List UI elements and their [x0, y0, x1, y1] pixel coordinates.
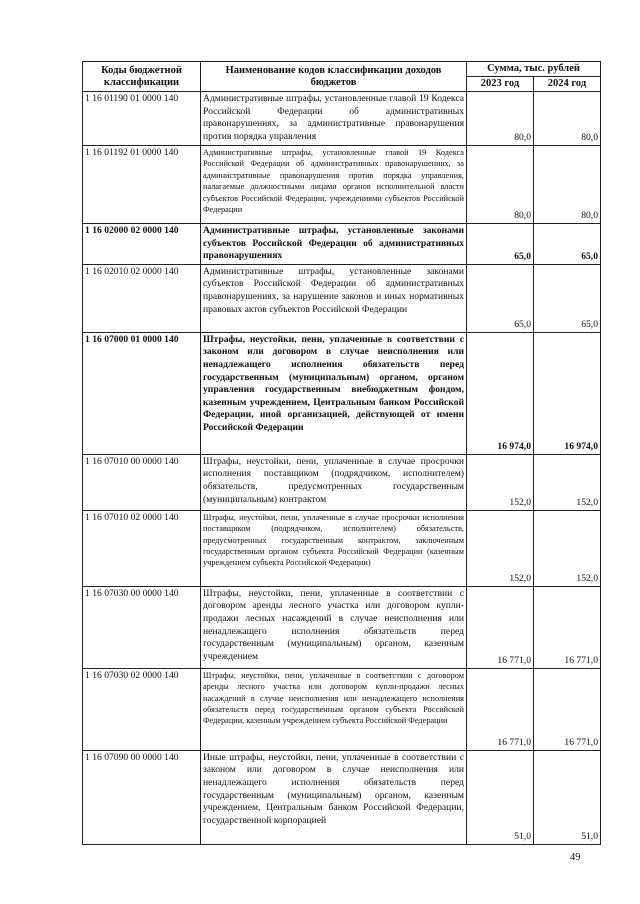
row-code: 1 16 02000 02 0000 140 — [83, 224, 201, 265]
row-code: 1 16 02010 02 0000 140 — [83, 264, 201, 332]
row-2024: 51,0 — [534, 750, 601, 844]
row-2024: 65,0 — [534, 224, 601, 265]
row-name: Штрафы, неустойки, пени, уплаченные в соответствии с договором аренды лесного участка или договором купли-продажи лесных насаждений в случае неисполнения или ненадлежащего исполнения обязательств перед государственным органом субъекта Российской Федерации, казенным учреждением субъекта Российской Федерации — [201, 668, 467, 750]
row-code: 1 16 07030 02 0000 140 — [83, 668, 201, 750]
row-2023: 80,0 — [467, 92, 534, 146]
row-2023: 152,0 — [467, 454, 534, 510]
header-year-2024: 2024 год — [534, 77, 601, 92]
row-name: Штрафы, неустойки, пени, уплаченные в случае просрочки исполнения поставщиком (подрядчиком, исполнителем) обязательств, предусмотренных государственным контрактом, заключенным государственным органом субъекта Российской Федерации (казенным учреждением субъекта Российской Федерации) — [201, 510, 467, 586]
row-name: Административные штрафы, установленные главой 19 Кодекса Российской Федерации об административных правонарушениях, за административные правонарушения против порядка управления, налагаемые должностными лицами органов исполнительной власти субъектов Российской Федерации, учреждениями субъектов Российской Федерации — [201, 146, 467, 224]
row-name: Иные штрафы, неустойки, пени, уплаченные в соответствии с законом или договором в случае неисполнения или ненадлежащего исполнения обязательств перед государственным (муниципальным) органом, казенным учреждением, Центральным банком Российской Федерации, государственной корпорацией — [201, 750, 467, 844]
row-code: 1 16 01190 01 0000 140 — [83, 92, 201, 146]
header-codes: Коды бюджетной классификации — [83, 62, 201, 92]
row-2024: 16 974,0 — [534, 332, 601, 454]
row-2024: 152,0 — [534, 454, 601, 510]
row-2023: 80,0 — [467, 146, 534, 224]
row-code: 1 16 07030 00 0000 140 — [83, 586, 201, 668]
table-row — [83, 668, 601, 750]
table-row — [83, 92, 601, 146]
table-row — [83, 146, 601, 224]
row-code: 1 16 01192 01 0000 140 — [83, 146, 201, 224]
row-2024: 65,0 — [534, 264, 601, 332]
row-code: 1 16 07090 00 0000 140 — [83, 750, 201, 844]
row-name: Штрафы, неустойки, пени, уплаченные в соответствии с законом или договором в случае неисполнения или ненадлежащего исполнения обязательств перед государственным (муниципальным) органом, органом управления государственным внебюджетным фондом, казенным учреждением, Центральным банком Российской Федерации, иной организацией, действующей от имени Российской Федерации — [201, 332, 467, 454]
row-2023: 16 771,0 — [467, 586, 534, 668]
row-2024: 16 771,0 — [534, 586, 601, 668]
row-code: 1 16 07000 01 0000 140 — [83, 332, 201, 454]
row-code: 1 16 07010 00 0000 140 — [83, 454, 201, 510]
header-year-2023: 2023 год — [467, 77, 534, 92]
table-row — [83, 264, 601, 332]
table-row — [83, 454, 601, 510]
row-2023: 16 974,0 — [467, 332, 534, 454]
row-name: Административные штрафы, установленные главой 19 Кодекса Российской Федерации об административных правонарушениях, за административные правонарушения против порядка управления — [201, 92, 467, 146]
row-2023: 65,0 — [467, 224, 534, 265]
row-2024: 80,0 — [534, 146, 601, 224]
row-2023: 16 771,0 — [467, 668, 534, 750]
header-name: Наименование кодов классификации доходов бюджетов — [201, 62, 467, 92]
row-name: Административные штрафы, установленные законами субъектов Российской Федерации об административных правонарушениях, за нарушение законов и иных нормативных правовых актов субъектов Российской Федерации — [201, 264, 467, 332]
header-sum: Сумма, тыс. рублей — [467, 62, 601, 77]
table-row — [83, 586, 601, 668]
row-name: Штрафы, неустойки, пени, уплаченные в случае просрочки исполнения поставщиком (подрядчиком, исполнителем) обязательств, предусмотренных государственным (муниципальным) контрактом — [201, 454, 467, 510]
table-row — [83, 224, 601, 265]
table-row — [83, 750, 601, 844]
page-number: 49 — [570, 852, 581, 863]
row-2023: 152,0 — [467, 510, 534, 586]
row-2023: 65,0 — [467, 264, 534, 332]
budget-table-sheet — [82, 61, 600, 845]
table-row — [83, 332, 601, 454]
budget-codes-table — [82, 61, 601, 845]
row-2024: 152,0 — [534, 510, 601, 586]
table-row — [83, 510, 601, 586]
row-name: Административные штрафы, установленные законами субъектов Российской Федерации об административных правонарушениях — [201, 224, 467, 265]
row-2023: 51,0 — [467, 750, 534, 844]
row-2024: 80,0 — [534, 92, 601, 146]
row-name: Штрафы, неустойки, пени, уплаченные в соответствии с договором аренды лесного участка или договором купли-продажи лесных насаждений в случае неисполнения или ненадлежащего исполнения обязательств перед государственным (муниципальным) органом, казенным учреждением — [201, 586, 467, 668]
row-2024: 16 771,0 — [534, 668, 601, 750]
row-code: 1 16 07010 02 0000 140 — [83, 510, 201, 586]
